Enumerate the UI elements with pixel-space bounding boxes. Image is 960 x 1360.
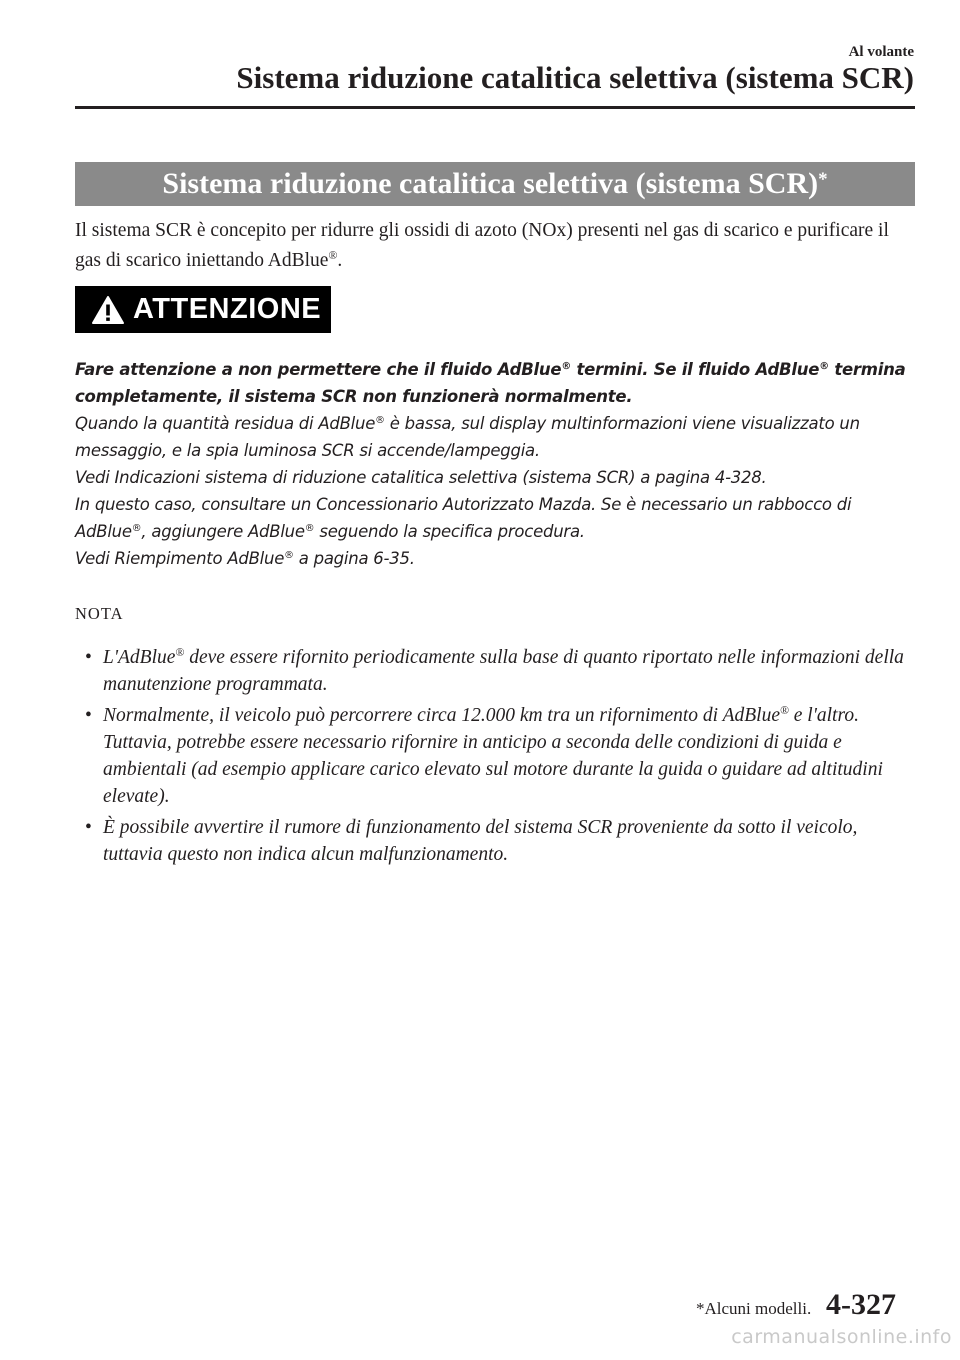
bullet: •	[85, 647, 92, 668]
caution-bold-line-1: Fare attenzione a non permettere che il fluido AdBlue® termini. Se il fluido AdBlue® termina	[75, 360, 906, 379]
list-item: • È possibile avvertire il rumore di funzionamento del sistema SCR proveniente da sotto il veicolo, tuttavia questo non indica alcun malfunzionamento.	[85, 814, 915, 868]
list-item: • L'AdBlue® deve essere rifornito periodicamente sulla base di quanto riportato nelle informazioni della manutenzione programmata.	[85, 645, 904, 695]
note-list	[85, 644, 915, 872]
section-title-banner	[75, 162, 915, 206]
caution-bold-line-2: completamente, il sistema SCR non funzionerà normalmente.	[75, 387, 633, 406]
list-item: • Normalmente, il veicolo può percorrere circa 12.000 km tra un rifornimento di AdBlue® e l'altro. Tuttavia, potrebbe essere necessario rifornire in anticipo a seconda delle condizioni di guida e ambientali (ad esempio applicare carico elevato sul motore durante la guida o guidare ad altitudini elevate).	[85, 703, 883, 807]
registered-mark: ®	[328, 248, 338, 262]
intro-text: Il sistema SCR è concepito per ridurre gli ossidi di azoto (NOx) presenti nel gas di scarico e purificare il gas di scarico iniettando AdBlue	[75, 220, 889, 271]
warning-triangle-icon	[91, 295, 125, 325]
warning-label-text: ATTENZIONE	[133, 293, 322, 325]
header-divider	[75, 106, 915, 109]
running-header-title: Sistema riduzione catalitica selettiva (sistema SCR)	[236, 60, 914, 95]
caution-paragraph-5: Vedi Riempimento AdBlue® a pagina 6-35.	[75, 549, 415, 568]
footnote: *Alcuni modelli.	[696, 1299, 812, 1318]
warning-label	[75, 286, 331, 333]
page-number: 4-327	[826, 1288, 896, 1321]
caution-paragraph-2: Quando la quantità residua di AdBlue® è bassa, sul display multinformazioni viene visualizzato un messaggio, e la spia luminosa SCR si accende/lampeggia.	[75, 414, 860, 460]
section-title: Sistema riduzione catalitica selettiva (sistema SCR)	[162, 167, 819, 200]
intro-end: .	[337, 250, 343, 271]
optional-feature-marker: *	[818, 169, 828, 190]
running-header-section: Al volante	[848, 44, 914, 60]
bullet: •	[85, 817, 92, 838]
note-title: NOTA	[75, 604, 124, 623]
caution-text	[75, 356, 920, 572]
watermark: carmanualsonline.info	[731, 1326, 952, 1348]
caution-paragraph-3: Vedi Indicazioni sistema di riduzione catalitica selettiva (sistema SCR) a pagina 4-328.	[75, 468, 767, 487]
bullet: •	[85, 705, 92, 726]
caution-paragraph-4: In questo caso, consultare un Concessionario Autorizzato Mazda. Se è necessario un rabbocco di AdBlue®, aggiungere AdBlue® seguendo la specifica procedura.	[75, 495, 852, 541]
intro-paragraph	[75, 216, 915, 276]
